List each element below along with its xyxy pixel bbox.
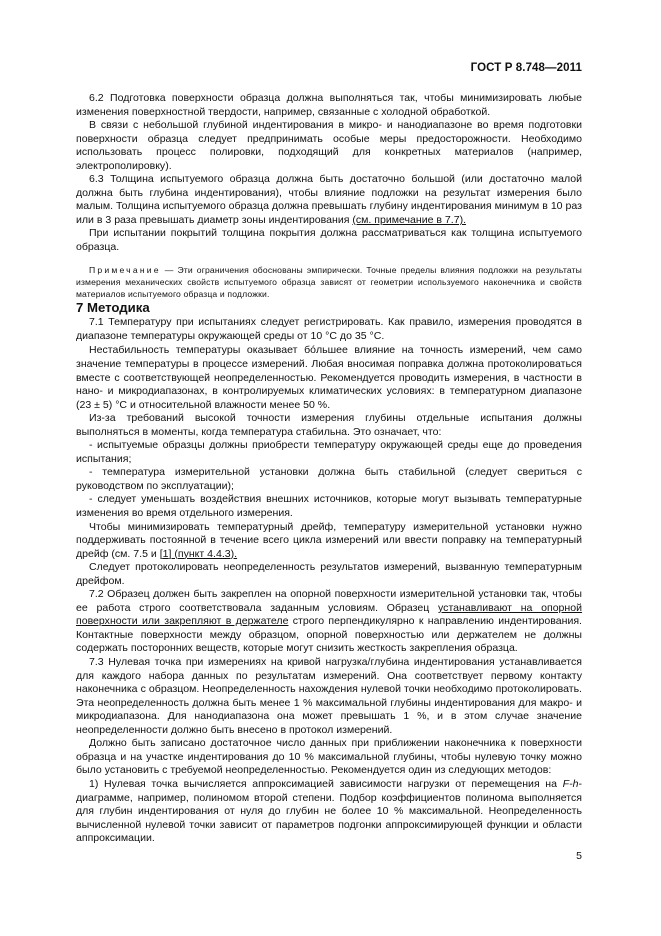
- page-number: 5: [576, 850, 582, 862]
- paragraph-6-3-continued: При испытании покрытий толщина покрытия должна рассматриваться как толщина испытуемого образца.: [76, 227, 582, 254]
- reference-link-7-7[interactable]: (см. примечание в 7.7).: [352, 213, 467, 226]
- note-lead: Примечание: [89, 264, 161, 275]
- paragraph-7-1: 7.1 Температуру при испытаниях следует регистрировать. Как правило, измерения проводятся в диапазоне температуры окружающей среды от 10 °С до 35 °С.: [76, 316, 582, 342]
- paragraph-7-2-text: 7.2 Образец должен быть закреплен на опорной поверхности измерительной установки так, чтобы ее работа строго соответствовала заданным условиям. Образец: [76, 588, 582, 614]
- paragraph-7-2: [76, 588, 582, 656]
- standard-code-header: ГОСТ Р 8.748—2011: [470, 62, 582, 74]
- paragraph-7-3-continued: Должно быть записано достаточное число данных при приближении наконечника к поверхности образца и на участке индентирования до 10 % максимальной глубины, чтобы нулевую точку можно было установить с требуемой неопределенностью. Рекомендуется один из следующих методов:: [76, 737, 582, 777]
- paragraph-7-3: 7.3 Нулевая точка при измерениях на кривой нагрузка/глубина индентирования устанавливается для каждого набора данных по результатам измерений. Она соответствует первому контакту наконечника с образцом. Неопределенность нахождения нулевой точки необходимо протоколировать. Эта неопределенность должна быть менее 1 % максимальной глубины индентирования для макро- и микродиапазона. Для нанодиапазона она может превышать 1 %, и в этом случае значение неопределенности должно быть внесено в протокол измерений.: [76, 656, 582, 736]
- note: [76, 264, 582, 301]
- paragraph-6-2-continued: В связи с небольшой глубиной индентирования в микро- и нанодиапазоне во время подготовки поверхности образца следует предпринимать особые меры предосторожности. Необходимо использовать процесс полировки, подходящий для конкретных материалов (например, электрополировку).: [76, 119, 582, 172]
- bullet-item: - следует уменьшать воздействия внешних источников, которые могут вызывать температурные изменения во время отдельного измерения.: [76, 493, 582, 520]
- bullet-item: - температура измерительной установки должна быть стабильной (следует свериться с руководством по эксплуатации);: [76, 466, 582, 492]
- bullet-item: - испытуемые образцы должны приобрести температуру окружающей среды еще до проведения испытания;: [76, 439, 582, 465]
- paragraph-7-1-continued: Нестабильность температуры оказывает бóльшее влияние на точность измерений, чем само значение температуры в процессе измерений. Любая вносимая поправка должна протоколироваться вместе с соответствующей неопределенностью. Рекомендуется проводить измерения, в частности в нано- и микродиапазонах, в контролируемых климатических условиях: в температурном диапазоне (23 ± 5) °С и относительной влажности менее 50 %.: [76, 344, 582, 411]
- paragraph-7-3-method-1: [76, 778, 582, 846]
- method-1-text-end: -диаграмме, например, полиномом второй степени. Подбор коэффициентов полинома выполняется для глубин индентирования от нуля до глубин не более 10 % максимальной. Неопределенность вычисленной нулевой точки зависит от параметров подгонки аппроксимирующей функции и области аппроксимации.: [76, 777, 582, 845]
- paragraph-6-3-text: 6.3 Толщина испытуемого образца должна быть достаточно большой (или достаточно малой должна быть глубина индентирования), чтобы влияние подложки на результат измерения было малым. Толщина испытуемого образца должна превышать глубину индентирования минимум в 10 раз или в 3 раза превышать диаметр зоны индентирования: [76, 173, 582, 226]
- underlined-phrase: устанавливают на опорной поверхности или закрепляют в держателе: [76, 601, 583, 628]
- note-text: — Эти ограничения обоснованы эмпирически. Точные пределы влияния подложки на результаты измерения механических свойств испытуемого образца зависят от геометрии используемого наконечника и свойств материалов испытуемого образца и подложки.: [76, 264, 582, 299]
- paragraph-7-1-drift: [76, 521, 582, 562]
- paragraph-7-1-drift-text: Чтобы минимизировать температурный дрейф, температуру измерительной установки нужно поддерживать постоянной в течение всего цикла измерений или ввести поправку на температурный дрейф (см. 7.5 и: [76, 520, 582, 560]
- paragraph-6-3: [76, 173, 582, 227]
- document-body: [76, 92, 582, 846]
- section-title: 7 Методика: [76, 300, 150, 316]
- paragraph-7-2-text-end: строго перпендикулярно к направлению индентирования. Контактные поверхности между образцом, опорной поверхностью или держателем не должны содержать посторонних веществ, которые могут снизить жесткость закрепления образца.: [76, 615, 582, 655]
- reference-link-1[interactable]: [1] (пункт 4.4.3).: [159, 547, 238, 560]
- paragraph-6-2: 6.2 Подготовка поверхности образца должна выполняться так, чтобы минимизировать любые изменения поверхностной твердости, например, связанные с холодной обработкой.: [76, 92, 582, 118]
- method-1-text: 1) Нулевая точка вычисляется аппроксимацией зависимости нагрузки от перемещения на: [89, 777, 563, 790]
- f-h-symbol: F-h: [562, 777, 579, 790]
- paragraph-7-1-protocol: Следует протоколировать неопределенность результатов измерений, вызванную температурным дрейфом.: [76, 561, 582, 587]
- paragraph-7-1-conditions: Из-за требований высокой точности измерения глубины отдельные испытания должны выполняться в моменты, когда температура стабильна. Это означает, что:: [76, 412, 582, 438]
